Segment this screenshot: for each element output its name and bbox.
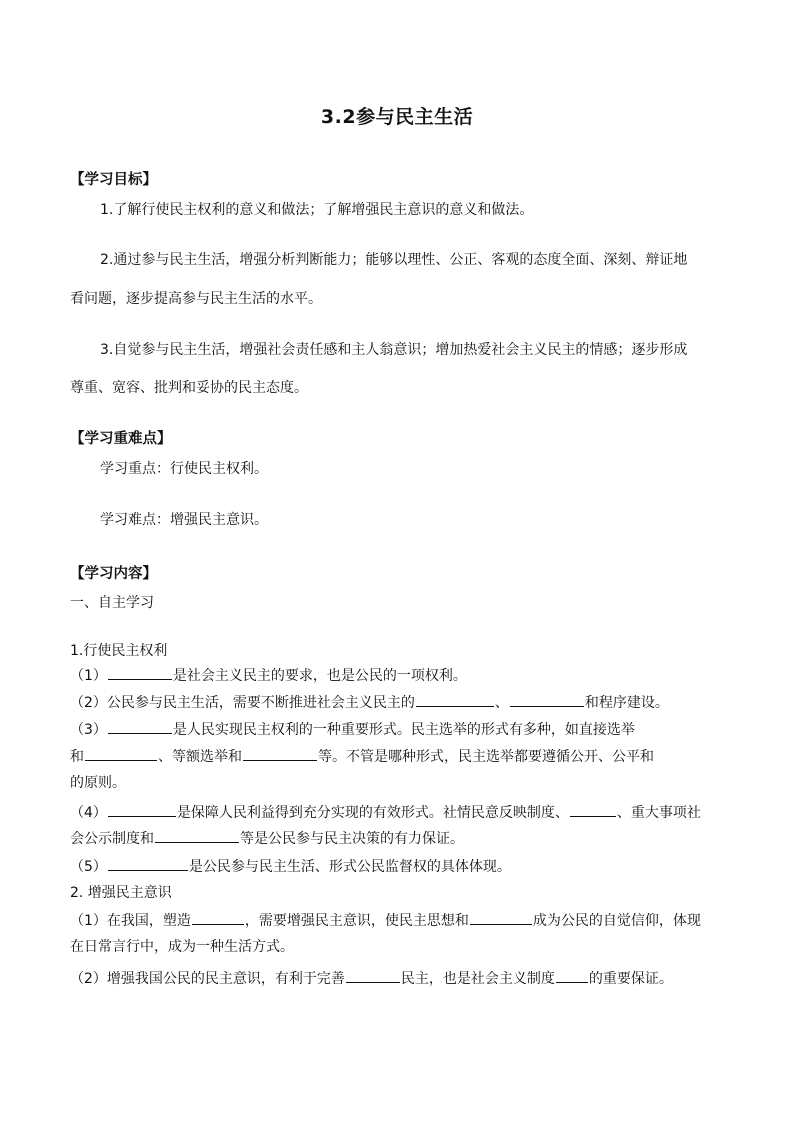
- answer-blank[interactable]: [570, 802, 616, 817]
- question-6: [70, 910, 730, 931]
- question-5-text: 是公民参与民主生活、形式公民监督权的具体体现。: [188, 859, 511, 875]
- question-2-sep: 、: [494, 695, 509, 711]
- question-7-prefix: （2）增强我国公民的民主意识，有利于完善: [70, 971, 345, 987]
- answer-blank[interactable]: [346, 968, 400, 983]
- objective-item-2-line-1: 2.通过参与民主生活，增强分析判断能力；能够以理性、公正、客观的态度全面、深刻、辩证地: [100, 252, 688, 268]
- question-7-text-1: 民主，也是社会主义制度: [400, 971, 555, 987]
- content-heading: 【学习内容】: [70, 566, 157, 582]
- question-5: [70, 856, 730, 877]
- question-4-line-2: [70, 828, 730, 849]
- section-self-study: 一、自主学习: [70, 595, 154, 611]
- answer-blank[interactable]: [108, 719, 172, 734]
- question-3-line-2: [70, 746, 730, 767]
- question-4-text-a: 会公示制度和: [70, 831, 154, 847]
- objective-item-2-line-2: 看问题，逐步提高参与民主生活的水平。: [70, 291, 322, 307]
- question-4-text-1: 是保障人民利益得到充分实现的有效形式。社情民意反映制度、: [176, 805, 569, 821]
- answer-blank[interactable]: [108, 856, 188, 871]
- question-1-prefix: （1）: [70, 668, 107, 684]
- objective-item-3-line-1: 3.自觉参与民主生活，增强社会责任感和主人翁意识；增加热爱社会主义民主的情感；逐步形成: [100, 342, 688, 358]
- question-6-prefix: （1）在我国，塑造: [70, 913, 191, 929]
- question-2: [70, 692, 730, 713]
- question-4-text-b: 等是公民参与民主决策的有力保证。: [240, 831, 464, 847]
- answer-blank[interactable]: [556, 968, 588, 983]
- answer-blank[interactable]: [510, 692, 584, 707]
- answer-blank[interactable]: [85, 746, 157, 761]
- question-4: [70, 802, 730, 823]
- question-7-text-2: 的重要保证。: [588, 971, 673, 987]
- answer-blank[interactable]: [192, 910, 244, 925]
- key-point-focus: 学习重点：行使民主权利。: [100, 461, 268, 477]
- page-title: 3.2参与民主生活: [320, 106, 474, 128]
- objective-item-3-line-2: 尊重、宽容、批判和妥协的民主态度。: [70, 380, 308, 396]
- key-points-heading: 【学习重难点】: [70, 431, 172, 447]
- question-6-text-2: 成为公民的自觉信仰，体现: [532, 913, 701, 929]
- question-6-text-1: ，需要增强民主意识，使民主思想和: [244, 913, 469, 929]
- question-1-text: 是社会主义民主的要求，也是公民的一项权利。: [172, 668, 467, 684]
- answer-blank[interactable]: [155, 828, 239, 843]
- question-6-line-2: 在日常言行中，成为一种生活方式。: [70, 939, 294, 955]
- objectives-heading: 【学习目标】: [70, 172, 157, 188]
- answer-blank[interactable]: [243, 746, 317, 761]
- key-point-difficulty: 学习难点：增强民主意识。: [100, 512, 268, 528]
- question-3: [70, 719, 730, 740]
- question-2-prefix: （2）公民参与民主生活，需要不断推进社会主义民主的: [70, 695, 415, 711]
- question-4-prefix: （4）: [70, 805, 107, 821]
- question-4-text-2: 、重大事项社: [616, 805, 701, 821]
- subsection-democratic-awareness: 2. 增强民主意识: [70, 885, 172, 901]
- question-3-prefix: （3）: [70, 722, 107, 738]
- question-2-suffix: 和程序建设。: [584, 695, 669, 711]
- question-3-text: 是人民实现民主权利的一种重要形式。民主选举的形式有多种，如直接选举: [172, 722, 635, 738]
- question-1: [70, 665, 730, 686]
- answer-blank[interactable]: [108, 665, 172, 680]
- answer-blank[interactable]: [416, 692, 494, 707]
- question-3-text-c: 等。不管是哪种形式，民主选举都要遵循公开、公平和: [318, 749, 654, 765]
- question-7: [70, 968, 730, 989]
- question-3-word-and: 和: [70, 749, 84, 765]
- answer-blank[interactable]: [470, 910, 532, 925]
- answer-blank[interactable]: [108, 802, 176, 817]
- question-3-line-3: 的原则。: [70, 775, 126, 791]
- objective-item-1: 1.了解行使民主权利的意义和做法；了解增强民主意识的意义和做法。: [100, 202, 534, 218]
- question-5-prefix: （5）: [70, 859, 107, 875]
- question-3-text-b: 、等额选举和: [158, 749, 242, 765]
- subsection-exercise-rights: 1.行使民主权利: [70, 643, 168, 659]
